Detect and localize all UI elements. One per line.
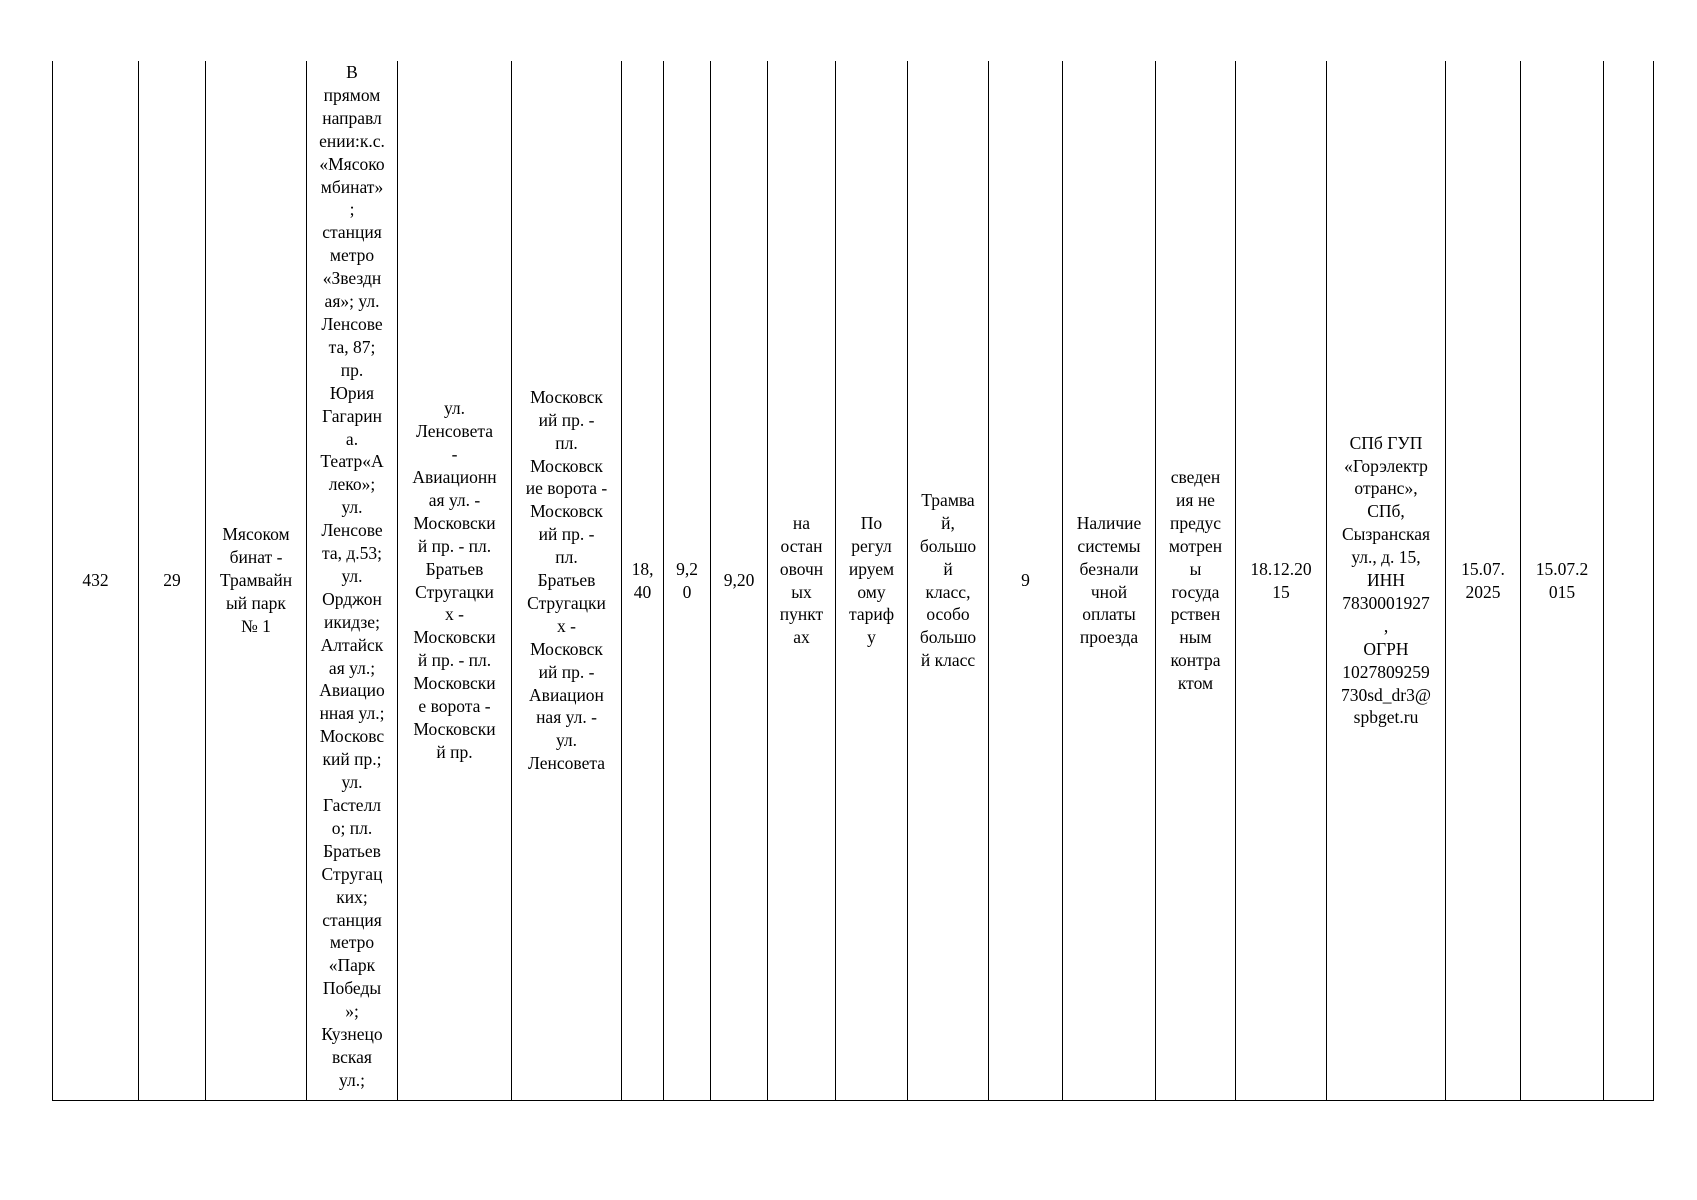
contract-info-cell: сведен ия не предус мотрен ы госуда рствен ным контра ктом (1156, 61, 1236, 1101)
length-forward-cell: 9,2 0 (664, 61, 711, 1101)
carrier-cell: СПб ГУП «Горэлектр отранс», СПб, Сызранская ул., д. 15, ИНН 7830001927 , ОГРН 1027809259 730sd_dr3@ spbget.ru (1327, 61, 1446, 1101)
route-name-cell: Мясоком бинат - Трамвайн ый парк № 1 (206, 61, 307, 1101)
tariff-type-cell: По регул ируем ому тариф у (836, 61, 908, 1101)
length-total-cell: 18, 40 (622, 61, 664, 1101)
date-2-cell: 15.07. 2025 (1446, 61, 1521, 1101)
intermediate-stops-cell: В прямом направл ении:к.с. «Мясоко мбинат» ; станция метро «Звездн ая»; ул. Ленсове та, 87; пр. Юрия Гагарин а. Театр«А леко»; ул. Ленсове та, д.53; ул. Орджон икидзе; Алтайск ая ул.; Авиацио нная ул.; Московс кий пр.; ул. Гастелл о; пл. Братьев Стругац ких; станция метро «Парк Победы »; Кузнецо вская ул.; (307, 61, 398, 1101)
extra-cell (1604, 61, 1654, 1101)
vehicle-class-cell: Трамва й, большо й класс, особо большо й класс (908, 61, 989, 1101)
table-row (53, 61, 1654, 1101)
vehicle-characteristics-cell: Наличие системы безнали чной оплаты проезда (1063, 61, 1156, 1101)
route-number-cell: 29 (139, 61, 206, 1101)
length-backward-cell: 9,20 (711, 61, 768, 1101)
streets-backward-cell: Московск ий пр. - пл. Московск ие ворота - Московск ий пр. - пл. Братьев Стругацки х - Московск ий пр. - Авиацион ная ул. - ул. Ленсовета (512, 61, 622, 1101)
boarding-order-cell: на остан овочн ых пункт ах (768, 61, 836, 1101)
vehicle-count-cell: 9 (989, 61, 1063, 1101)
route-registry-table (52, 61, 1654, 1101)
date-3-cell: 15.07.2 015 (1521, 61, 1604, 1101)
streets-forward-cell: ул. Ленсовета - Авиационн ая ул. - Московски й пр. - пл. Братьев Стругацки х - Московски й пр. - пл. Московски е ворота - Московски й пр. (398, 61, 512, 1101)
registry-number-cell: 432 (53, 61, 139, 1101)
start-date-cell: 18.12.20 15 (1236, 61, 1327, 1101)
